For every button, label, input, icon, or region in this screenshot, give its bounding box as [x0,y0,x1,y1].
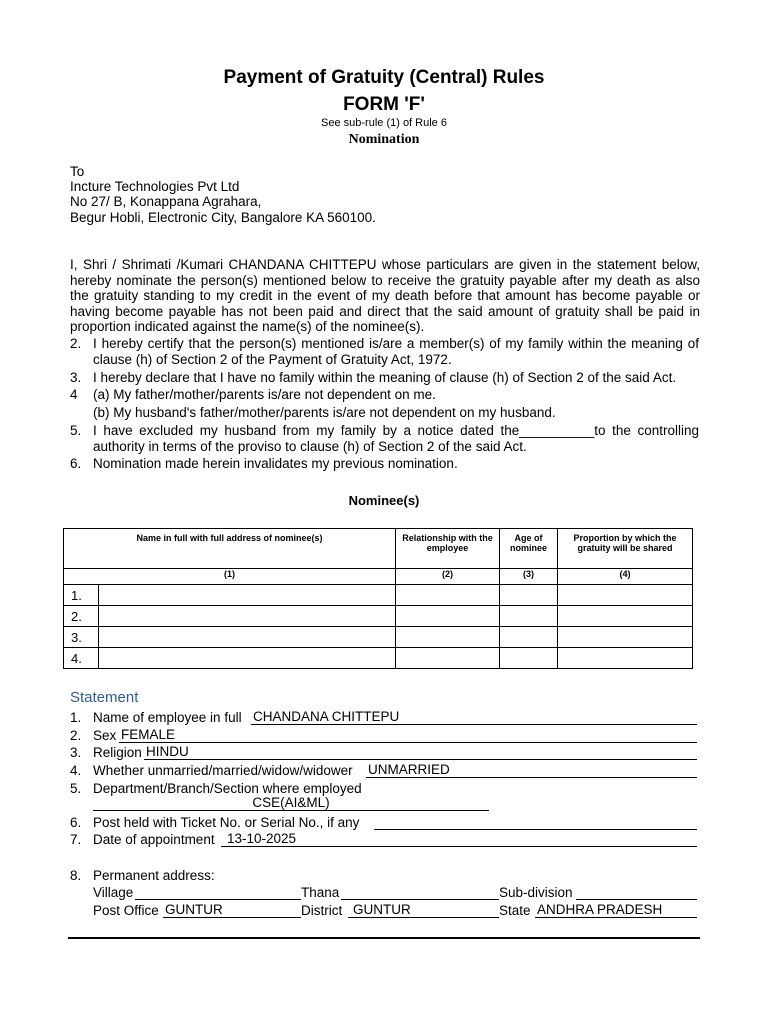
row-number: 1. [64,585,99,606]
state-field[interactable] [535,902,697,918]
address-line-2: No 27/ B, Konappana Agrahara, [70,194,262,209]
item-number: 3. [70,745,82,760]
district-label: District [301,903,343,918]
state-label: State [499,903,531,918]
department-value: CSE(AI&ML) [252,795,330,810]
sex-value: FEMALE [121,727,176,742]
declaration-item: I hereby declare that I have no family within the meaning of clause (h) of Section 2 of the said Act. [93,370,677,385]
relationship-cell[interactable] [396,606,500,627]
post-held-label: Post held with Ticket No. or Serial No., if any [93,815,360,830]
item-number: 7. [70,832,82,847]
employee-name-value: CHANDANA CHITTEPU [253,709,400,724]
age-cell[interactable] [500,585,558,606]
relationship-cell[interactable] [396,648,500,669]
marital-status-label: Whether unmarried/married/widow/widower [93,763,353,778]
item-number: 1. [70,710,82,725]
header-name-address: Name in full with full address of nominee(s) [64,529,396,569]
declaration-item: I hereby certify that the person(s) mentioned is/are a member(s) of my family within the meaning of clause (h) of Section 2 of the Payment of Gratuity Act, 1972. [93,336,699,367]
appointment-date-value: 13-10-2025 [227,831,297,846]
thana-field[interactable] [341,884,499,900]
table-row [64,627,693,648]
item-number: 5. [70,781,82,796]
nominees-table [63,528,693,669]
row-number: 4. [64,648,99,669]
proportion-cell[interactable] [558,585,693,606]
column-number: (3) [500,569,558,585]
post-office-value: GUNTUR [165,902,223,917]
item-number: 2. [70,728,82,743]
row-number: 2. [64,606,99,627]
employee-name-label: Name of employee in full [93,710,242,725]
item-number: 6. [70,815,82,830]
header-age: Age of nominee [500,529,558,569]
declaration-intro: I, Shri / Shrimati /Kumari CHANDANA CHITTEPU whose particulars are given in the statement below, hereby nominate the person(s) mentioned below to receive the gratuity payable after my death as also the gratuity standing to my credit in the event of my death before that amount has become payable or having become payable has not been paid and direct that the said amount of gratuity shall be paid in proportion indicated against the name(s) of the nominee(s). [70,257,700,334]
address-line-3: Begur Hobli, Electronic City, Bangalore KA 560100. [70,210,376,225]
relationship-cell[interactable] [396,585,500,606]
age-cell[interactable] [500,648,558,669]
table-row [64,585,693,606]
item-number: 8. [70,868,82,883]
nominee-name-cell[interactable] [99,606,396,627]
nominee-name-cell[interactable] [99,648,396,669]
proportion-cell[interactable] [558,606,693,627]
relationship-cell[interactable] [396,627,500,648]
column-number: (2) [396,569,500,585]
item-number: 3. [70,370,82,385]
form-name: FORM 'F' [343,94,425,115]
declaration-item: I have excluded my husband from my family by a notice dated the__________to the controlling authority in terms of the proviso to clause (h) of Section 2 of the said Act. [93,423,699,454]
marital-status-value: UNMARRIED [368,762,450,777]
appointment-date-field[interactable] [221,831,697,847]
item-number: 6. [70,456,82,471]
sex-label: Sex [93,728,117,743]
post-office-label: Post Office [93,903,159,918]
header-proportion: Proportion by which the gratuity will be shared [558,529,693,569]
column-number: (4) [558,569,693,585]
item-number: 4. [70,763,82,778]
marital-status-field[interactable] [366,762,697,778]
sub-rule-reference: See sub-rule (1) of Rule 6 [321,117,447,129]
sex-field[interactable] [119,727,697,743]
sub-division-field[interactable] [576,884,697,900]
district-field[interactable] [348,902,499,918]
department-field[interactable] [93,795,489,811]
item-number: 4 [70,387,78,402]
table-row [64,606,693,627]
department-label: Department/Branch/Section where employed [93,781,362,796]
state-value: ANDHRA PRADESH [537,902,663,917]
sub-division-label: Sub-division [499,885,573,900]
nominees-heading: Nominee(s) [348,493,420,508]
statement-heading: Statement [70,689,139,706]
table-row [64,648,693,669]
form-title: Payment of Gratuity (Central) Rules [223,67,545,88]
appointment-date-label: Date of appointment [93,832,215,847]
age-cell[interactable] [500,627,558,648]
village-field[interactable] [135,884,301,900]
religion-field[interactable] [144,744,697,760]
address-to: To [70,164,85,179]
column-number: (1) [64,569,396,585]
thana-label: Thana [301,885,340,900]
bottom-divider [68,937,700,939]
permanent-address-label: Permanent address: [93,868,215,883]
post-held-field[interactable] [374,814,697,830]
declaration-item: Nomination made herein invalidates my previous nomination. [93,456,458,471]
nominee-name-cell[interactable] [99,585,396,606]
nomination-heading: Nomination [348,132,420,147]
employee-name-field[interactable] [251,709,697,725]
proportion-cell[interactable] [558,648,693,669]
item-number: 5. [70,423,82,438]
age-cell[interactable] [500,606,558,627]
proportion-cell[interactable] [558,627,693,648]
address-line-1: Incture Technologies Pvt Ltd [70,179,240,194]
declaration-item: (a) My father/mother/parents is/are not dependent on me. [93,387,436,402]
row-number: 3. [64,627,99,648]
religion-value: HINDU [146,744,189,759]
religion-label: Religion [93,745,142,760]
nominee-name-cell[interactable] [99,627,396,648]
header-relationship: Relationship with the employee [396,529,500,569]
village-label: Village [93,885,134,900]
post-office-field[interactable] [163,902,301,918]
declaration-item: (b) My husband's father/mother/parents is/are not dependent on my husband. [93,405,556,420]
district-value: GUNTUR [353,902,411,917]
item-number: 2. [70,336,82,351]
